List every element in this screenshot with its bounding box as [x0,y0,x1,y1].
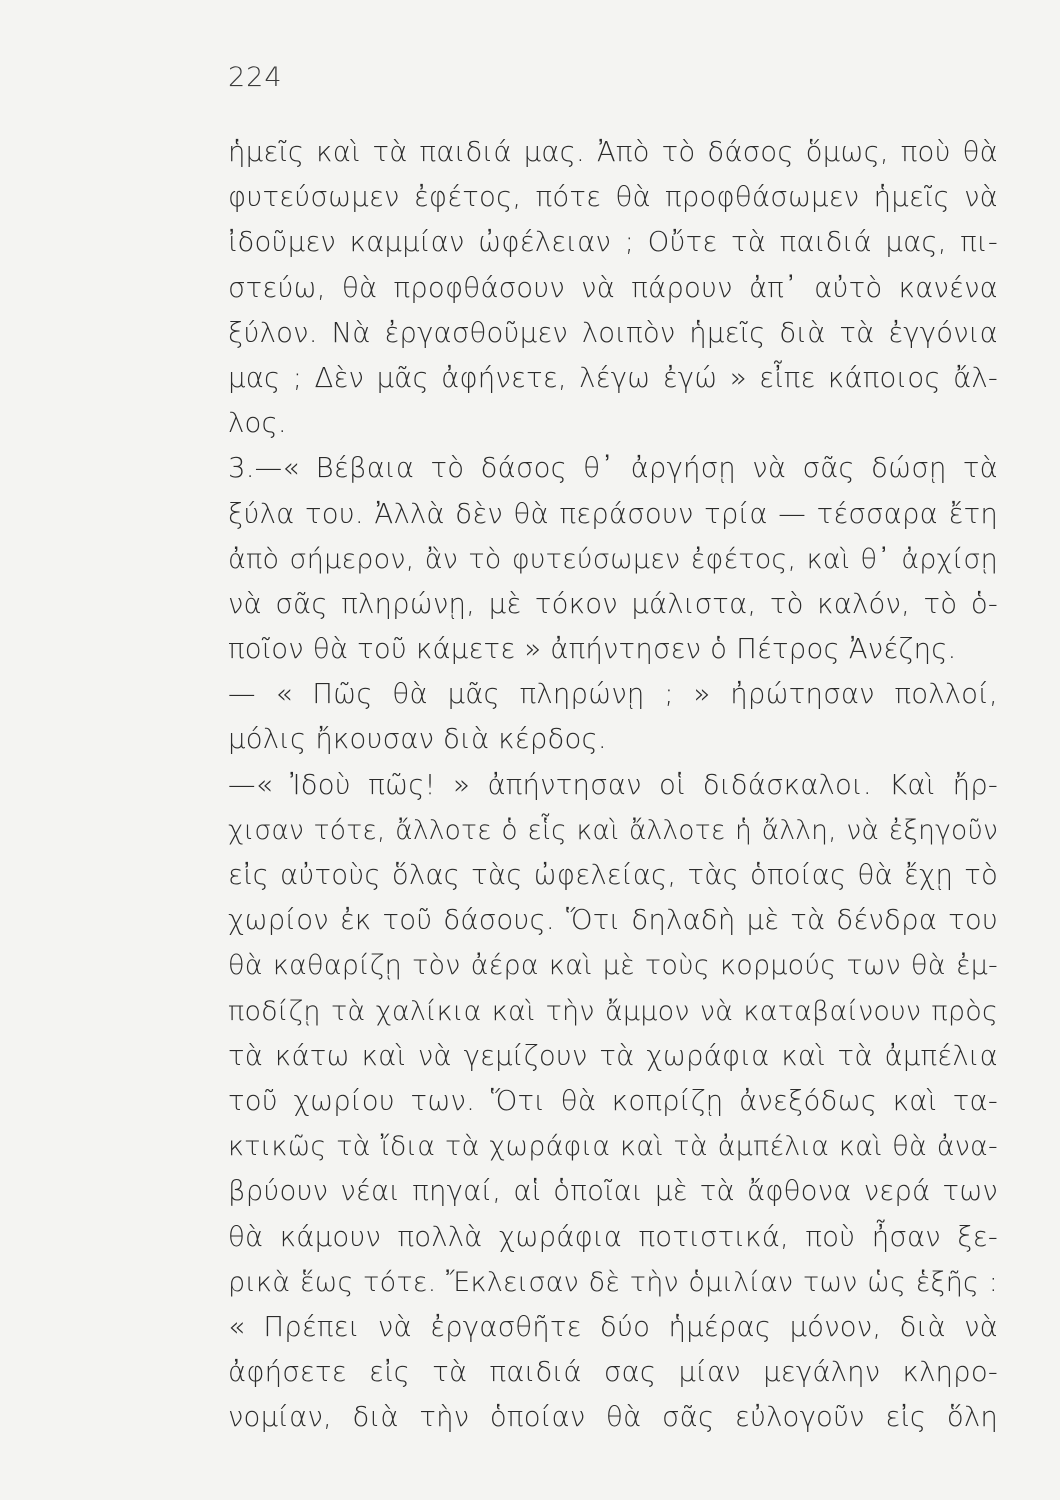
text-line: στεύω, θὰ προφθάσουν νὰ πάρουν ἀπ᾽ αὐτὸ κανένα [228,271,998,304]
text-line: ἀφήσετε εἰς τὰ παιδιά σας μίαν μεγάλην κληρο- [228,1356,998,1389]
page-number: 224 [228,62,283,93]
text-line: « Πρέπει νὰ ἐργασθῆτε δύο ἡμέρας μόνον, διὰ νὰ [228,1310,998,1343]
text-line: λος. [228,407,287,440]
text-line: ποδίζῃ τὰ χαλίκια καὶ τὴν ἄμμον νὰ καταβαίνουν πρὸς [228,995,998,1027]
text-line: θὰ καθαρίζῃ τὸν ἀέρα καὶ μὲ τοὺς κορμούς των θὰ ἐμ- [228,950,998,982]
text-line: χωρίον ἐκ τοῦ δάσους. Ὅτι δηλαδὴ μὲ τὰ δένδρα του [228,904,998,937]
text-line: 3.—« Βέβαια τὸ δάσος θ᾽ ἀργήσῃ νὰ σᾶς δώσῃ τὰ [228,452,998,485]
body-text [228,130,998,1440]
text-line: —« Ἰδοὺ πῶς! » ἀπήντησαν οἱ διδάσκαλοι. Καὶ ἤρ- [228,768,998,801]
text-line: κτικῶς τὰ ἴδια τὰ χωράφια καὶ τὰ ἀμπέλια καὶ θὰ ἀνα- [228,1131,998,1163]
text-line: νὰ σᾶς πληρώνῃ, μὲ τόκον μάλιστα, τὸ καλόν, τὸ ὁ- [228,587,998,620]
text-line: ἀπὸ σήμερον, ἂν τὸ φυτεύσωμεν ἐφέτος, καὶ θ᾽ ἀρχίσῃ [228,543,998,575]
text-line: τὰ κάτω καὶ νὰ γεμίζουν τὰ χωράφια καὶ τὰ ἀμπέλια [228,1039,998,1072]
text-line: θὰ κάμουν πολλὰ χωράφια ποτιστικά, ποὺ ἦσαν ξε- [228,1220,998,1253]
text-line: εἰς αὐτοὺς ὅλας τὰς ὠφελείας, τὰς ὁποίας θὰ ἔχῃ τὸ [228,859,998,891]
text-line: ποῖον θὰ τοῦ κάμετε » ἀπήντησεν ὁ Πέτρος Ἀνέζης. [228,633,957,666]
text-line: ξύλα του. Ἀλλὰ δὲν θὰ περάσουν τρία — τέσσαρα ἔτη [228,497,998,530]
text-line: ξύλον. Νὰ ἐργασθοῦμεν λοιπὸν ἡμεῖς διὰ τὰ ἐγγόνια [228,316,998,349]
text-line: τοῦ χωρίου των. Ὅτι θὰ κοπρίζῃ ἀνεξόδως καὶ τα- [228,1084,998,1117]
text-line: — « Πῶς θὰ μᾶς πληρώνῃ ; » ἠρώτησαν πολλοί, [228,678,998,711]
text-line: φυτεύσωμεν ἐφέτος, πότε θὰ προφθάσωμεν ἡμεῖς νὰ [228,181,998,214]
text-line: ρικὰ ἕως τότε. Ἔκλεισαν δὲ τὴν ὁμιλίαν των ὡς ἑξῆς : [228,1266,998,1298]
text-line: χισαν τότε, ἄλλοτε ὁ εἷς καὶ ἄλλοτε ἡ ἄλλη, νὰ ἐξηγοῦν [228,814,998,846]
text-line: μας ; Δὲν μᾶς ἀφήνετε, λέγω ἐγώ » εἶπε κάποιος ἄλ- [228,361,998,394]
text-line: μόλις ἤκουσαν διὰ κέρδος. [228,723,607,756]
text-line: βρύουν νέαι πηγαί, αἱ ὁποῖαι μὲ τὰ ἄφθονα νερά των [228,1175,998,1208]
text-line: ἰδοῦμεν καμμίαν ὠφέλειαν ; Οὔτε τὰ παιδιά μας, πι- [228,226,998,259]
text-line: νομίαν, διὰ τὴν ὁποίαν θὰ σᾶς εὐλογοῦν εἰς ὅλη [228,1401,998,1434]
text-line: ἡμεῖς καὶ τὰ παιδιά μας. Ἀπὸ τὸ δάσος ὅμως, ποὺ θὰ [228,136,998,168]
